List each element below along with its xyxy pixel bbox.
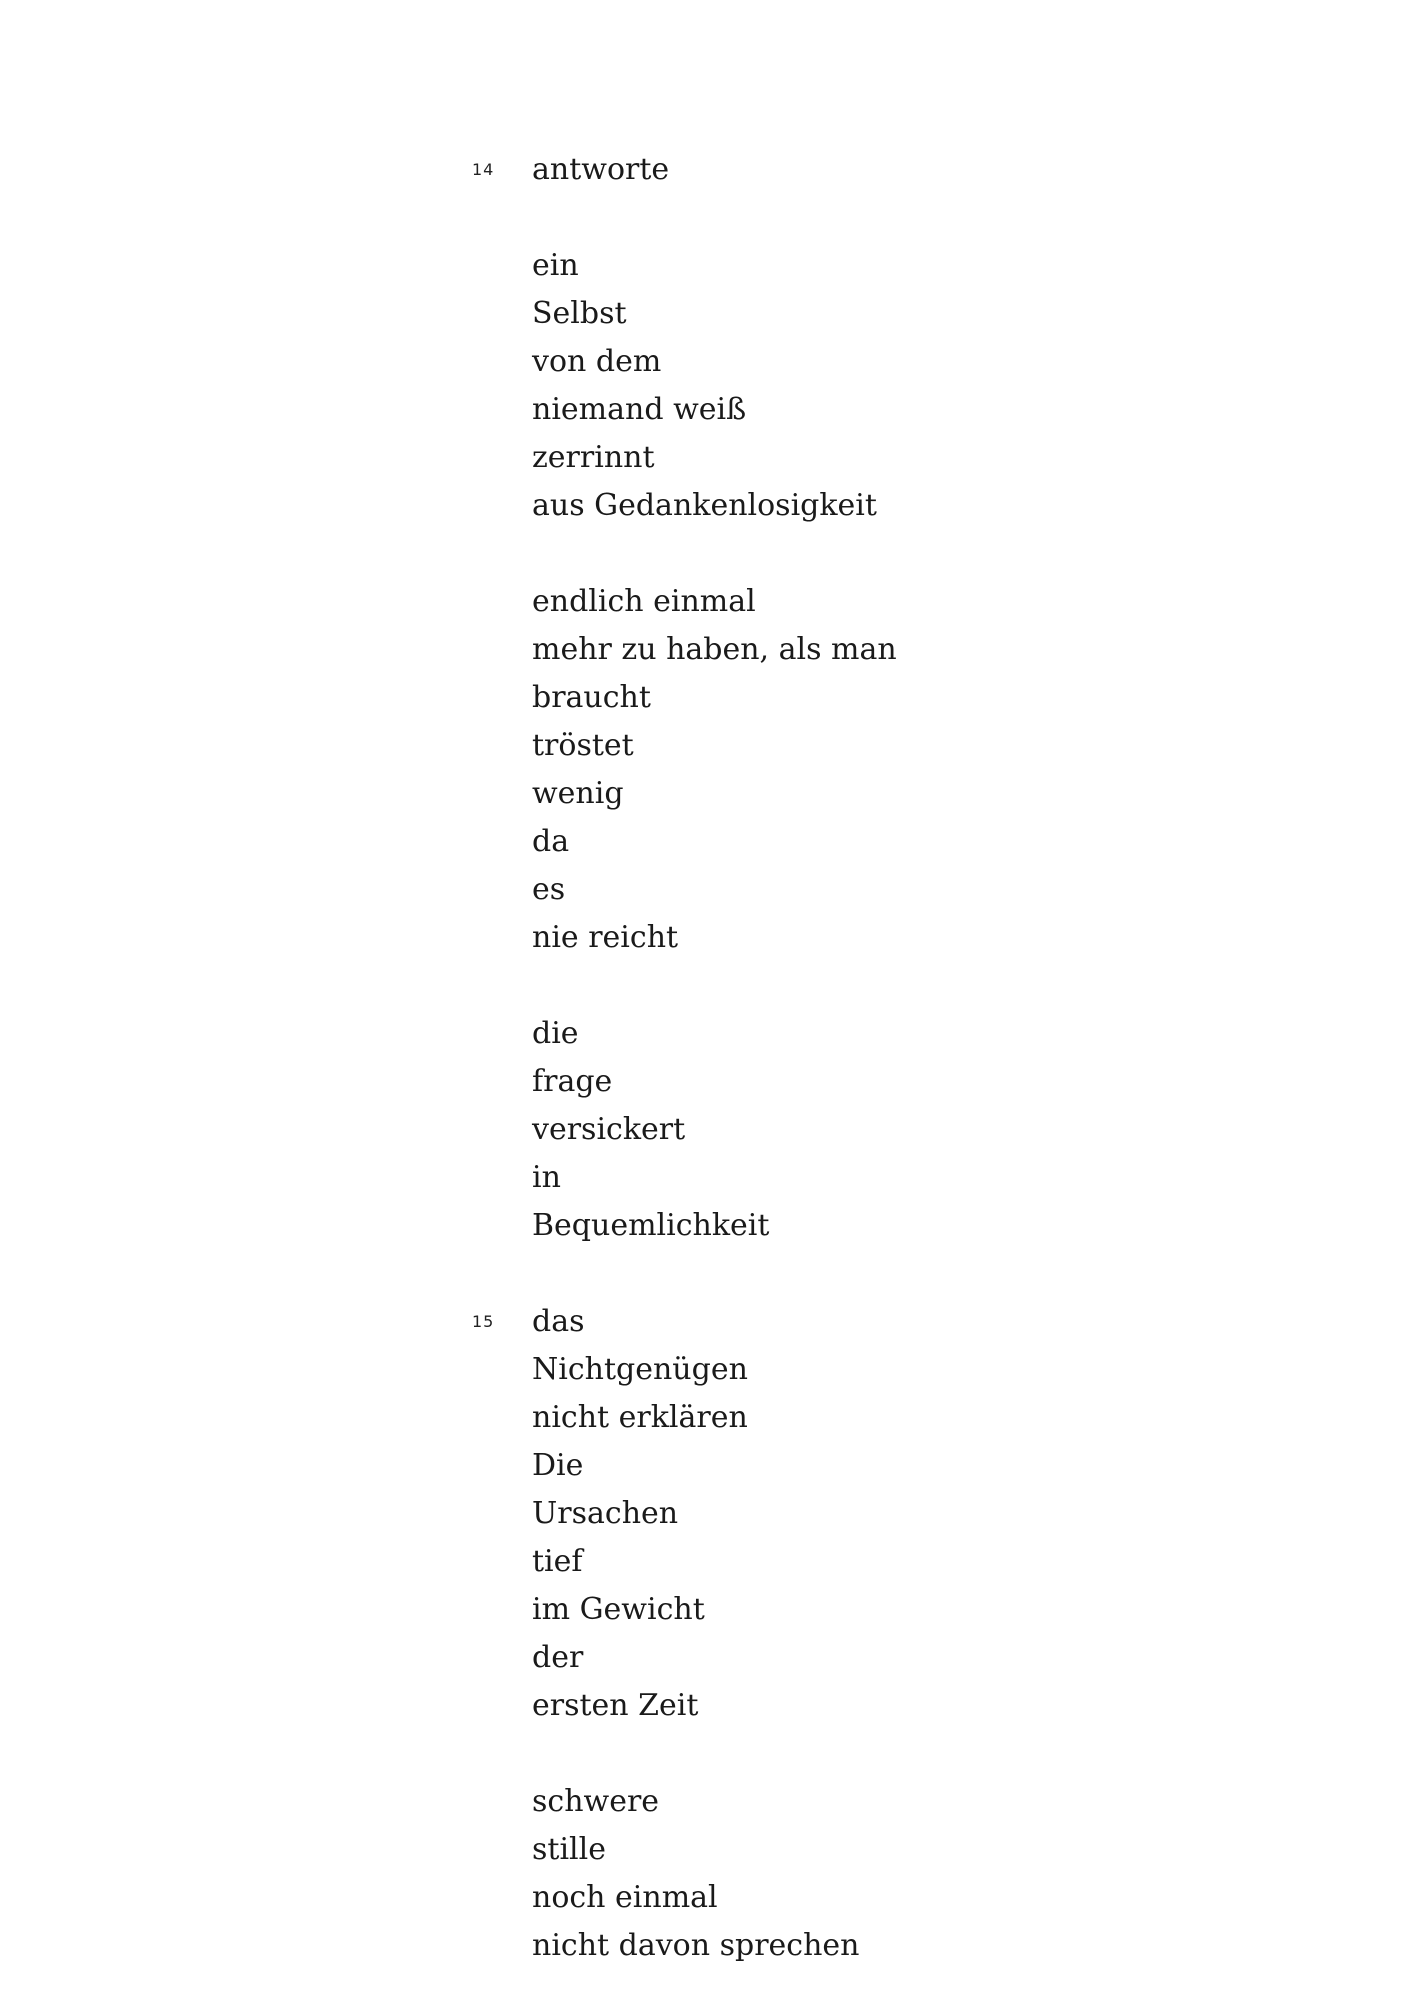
- poem-line: tief: [532, 1544, 583, 1579]
- poem-line: nicht davon sprechen: [532, 1928, 860, 1963]
- section-number: 15: [472, 1312, 495, 1331]
- poem-line: ersten Zeit: [532, 1688, 699, 1723]
- stanza: [532, 578, 897, 962]
- stanza: [532, 1778, 859, 1970]
- poem-line: niemand weiß: [532, 392, 747, 427]
- section-number: 14: [472, 160, 495, 179]
- poem-line: Selbst: [532, 296, 627, 331]
- poem-line: Bequemlichkeit: [532, 1208, 770, 1243]
- poem-line: das: [532, 1304, 585, 1339]
- stanza: [532, 242, 877, 530]
- poem-line: von dem: [532, 344, 662, 379]
- stanza: [532, 1298, 748, 1730]
- poem-line: wenig: [532, 776, 624, 811]
- poem-line: Ursachen: [532, 1496, 679, 1531]
- poem-line: Die: [532, 1448, 584, 1483]
- poem-line: der: [532, 1640, 584, 1675]
- poem-line: schwere: [532, 1784, 660, 1819]
- stanza: [532, 1010, 769, 1250]
- poem-line: mehr zu haben, als man: [532, 632, 897, 667]
- poem-line: da: [532, 824, 570, 859]
- poem-line: endlich einmal: [532, 584, 756, 619]
- poem-line: aus Gedankenlosigkeit: [532, 488, 877, 523]
- poem-line: nicht erklären: [532, 1400, 748, 1435]
- stanza: [532, 146, 669, 194]
- poem-line: nie reicht: [532, 920, 679, 955]
- poem-line: ein: [532, 248, 579, 283]
- poem-line: versickert: [532, 1112, 686, 1147]
- poem-line: braucht: [532, 680, 651, 715]
- poem-line: antworte: [532, 152, 670, 187]
- poem-line: zerrinnt: [532, 440, 655, 475]
- poem-line: im Gewicht: [532, 1592, 705, 1627]
- poem-line: die: [532, 1016, 579, 1051]
- poem-line: noch einmal: [532, 1880, 718, 1915]
- poem-line: tröstet: [532, 728, 634, 763]
- poem-line: es: [532, 872, 566, 907]
- poem-line: in: [532, 1160, 561, 1195]
- poem-line: stille: [532, 1832, 606, 1867]
- poem-line: Nichtgenügen: [532, 1352, 748, 1387]
- poem-line: frage: [532, 1064, 613, 1099]
